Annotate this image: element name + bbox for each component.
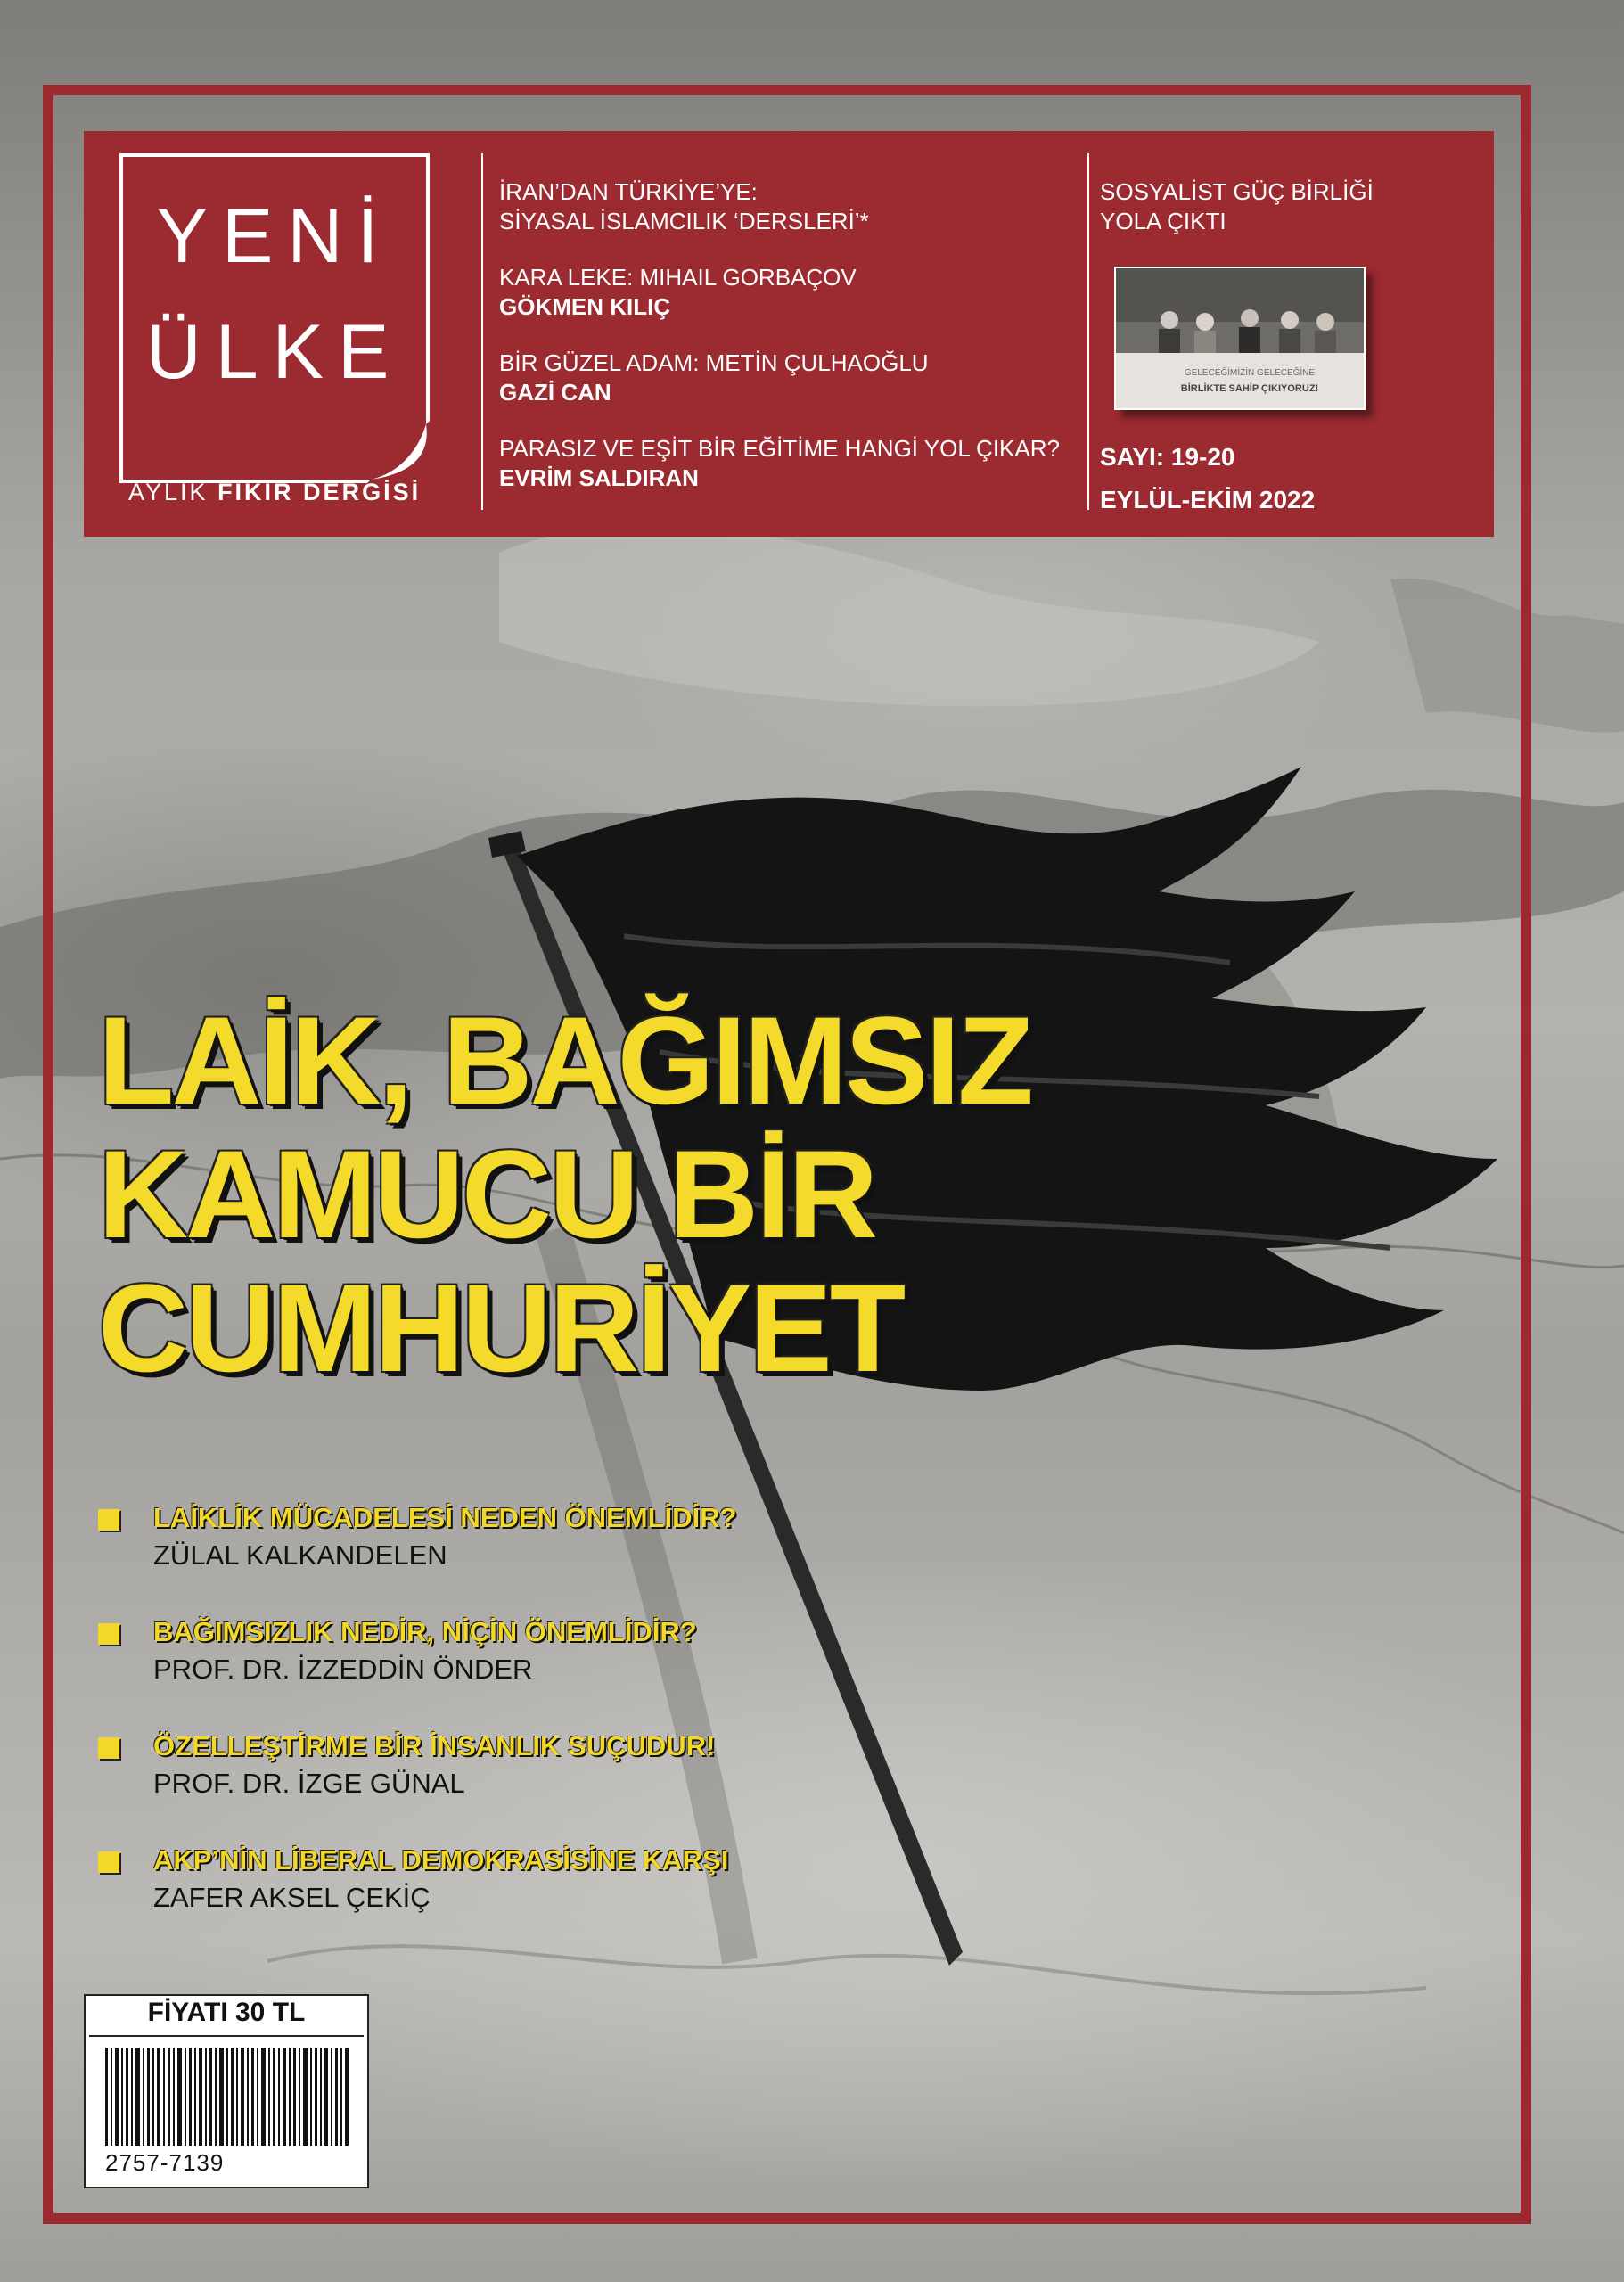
bullet-author: ZÜLAL KALKANDELEN — [153, 1539, 447, 1571]
barcode-box — [84, 1994, 369, 2188]
barcode-icon — [105, 2048, 351, 2146]
article-title: KARA LEKE: MIHAIL GORBAÇOV — [499, 264, 857, 291]
bullet-square-icon — [98, 1851, 119, 1873]
bullet-square-icon — [98, 1623, 119, 1645]
list-item — [98, 1844, 900, 1925]
header-articles — [499, 177, 1070, 520]
header-article — [499, 177, 1070, 236]
headline-line-3: CUMHURİYET — [98, 1258, 904, 1398]
header-panel — [84, 131, 1494, 537]
article-title: BİR GÜZEL ADAM: METİN ÇULHAOĞLU — [499, 349, 929, 376]
issn-code: 2757-7139 — [105, 2149, 225, 2176]
panel-photo-illustration — [1116, 268, 1364, 408]
article-title: SİYASAL İSLAMCILIK ‘DERSLERİ’* — [499, 208, 869, 234]
article-author: EVRİM SALDIRAN — [499, 464, 699, 491]
issue-date: EYLÜL-EKİM 2022 — [1100, 486, 1316, 513]
price-label: FİYATI 30 TL — [147, 1998, 306, 2027]
article-author: GÖKMEN KILIÇ — [499, 293, 671, 320]
divider — [481, 153, 483, 510]
list-item — [98, 1616, 900, 1696]
article-list — [98, 1502, 900, 1958]
bullet-title: BAĞIMSIZLIK NEDİR, NİÇİN ÖNEMLİDİR? — [153, 1616, 697, 1647]
bullet-title: ÖZELLEŞTİRME BİR İNSANLIK SUÇUDUR! — [153, 1730, 716, 1761]
feature-line: YOLA ÇIKTI — [1100, 208, 1226, 234]
divider — [89, 2035, 364, 2037]
bullet-author: ZAFER AKSEL ÇEKİÇ — [153, 1882, 431, 1913]
article-title: PARASIZ VE EŞİT BİR EĞİTİME HANGİ YOL ÇIKAR? — [499, 435, 1060, 462]
article-author: GAZİ CAN — [499, 379, 611, 406]
list-item — [98, 1730, 900, 1810]
tagline: AYLIK FİKİR DERGİSİ — [128, 479, 422, 505]
bullet-title: AKP’NİN LİBERAL DEMOKRASİSİNE KARŞI — [153, 1844, 729, 1876]
feature-text — [1100, 177, 1474, 236]
bullet-square-icon — [98, 1509, 119, 1531]
header-article — [499, 349, 1070, 407]
feature-line: SOSYALİST GÜÇ BİRLİĞİ — [1100, 178, 1374, 205]
header-article — [499, 434, 1070, 493]
logo — [119, 153, 430, 483]
header-article — [499, 263, 1070, 322]
banner-text: GELECEĞİMİZİN GELECEĞİNE — [1184, 368, 1316, 378]
page-curl-icon — [367, 421, 430, 483]
bullet-square-icon — [98, 1737, 119, 1759]
bullet-title: LAİKLİK MÜCADELESİ NEDEN ÖNEMLİDİR? — [153, 1502, 737, 1533]
issue-number: SAYI: 19-20 — [1100, 443, 1235, 471]
bullet-author: PROF. DR. İZGE GÜNAL — [153, 1768, 465, 1799]
logo-line-1: YENİ — [156, 193, 393, 279]
feature-photo — [1114, 267, 1366, 410]
bullet-author: PROF. DR. İZZEDDİN ÖNDER — [153, 1654, 533, 1685]
list-item — [98, 1502, 900, 1582]
logo-line-2: ÜLKE — [145, 309, 404, 395]
headline-line-1: LAİK, BAĞIMSIZ — [98, 990, 1031, 1130]
article-title: İRAN’DAN TÜRKİYE’YE: — [499, 178, 758, 205]
headline-line-2: KAMUCU BİR — [98, 1124, 876, 1264]
banner-text: BİRLİKTE SAHİP ÇIKIYORUZ! — [1180, 383, 1319, 394]
divider — [1087, 153, 1089, 510]
